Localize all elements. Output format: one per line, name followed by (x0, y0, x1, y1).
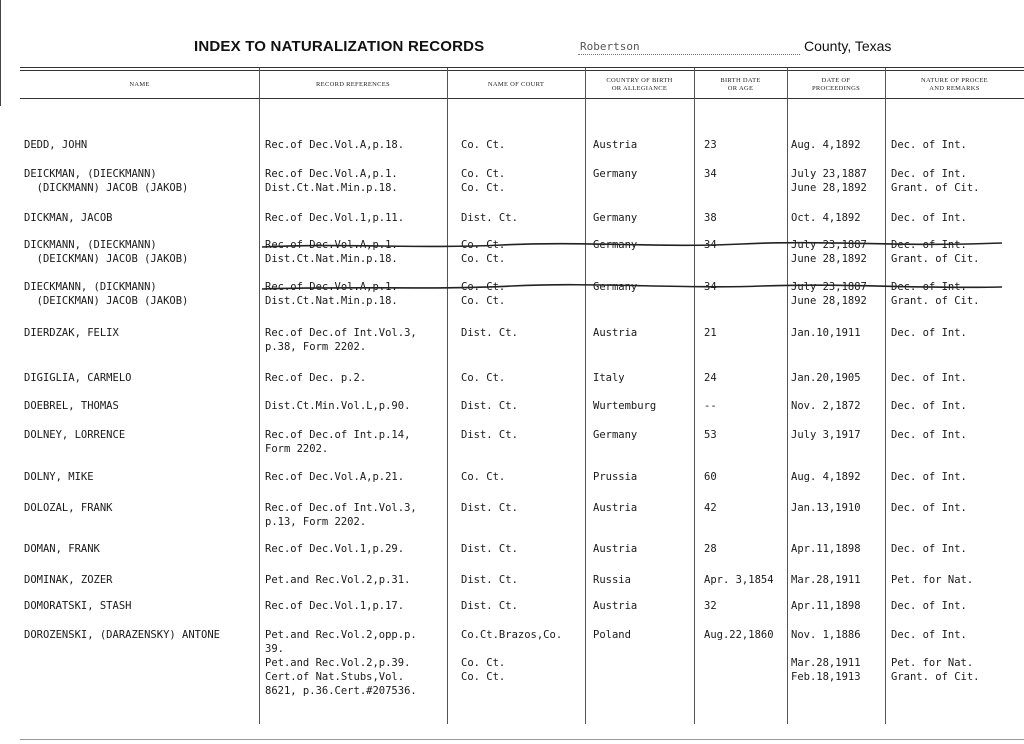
proceedings-nature: Dec. of Int. (891, 139, 967, 151)
proceedings-date: Jan.10,1911 (791, 327, 861, 339)
proceedings-date: Nov. 2,1872 (791, 400, 861, 412)
proceedings-date: Aug. 4,1892 (791, 139, 861, 151)
court-name: Dist. Ct. (461, 400, 518, 412)
proceedings-date: Oct. 4,1892 (791, 212, 861, 224)
birth-country: Poland (593, 629, 631, 641)
record-references: Rec.of Dec.Vol.A,p.1. Dist.Ct.Nat.Min.p.18. (265, 239, 398, 265)
record-references: Rec.of Dec.of Int.Vol.3, p.13, Form 2202. (265, 502, 417, 528)
proceedings-nature: Dec. of Int. (891, 600, 967, 612)
proceedings-date: July 23,1887 June 28,1892 (791, 168, 867, 194)
proceedings-date: July 23,1887 June 28,1892 (791, 239, 867, 265)
record-name: DEDD, JOHN (24, 139, 88, 151)
birth-date-or-age: 38 (704, 212, 717, 224)
column-header: BIRTH DATE OR AGE (720, 77, 761, 92)
bottom-rule (20, 739, 1024, 740)
proceedings-date: Jan.20,1905 (791, 372, 861, 384)
top-rule-inner (20, 70, 1024, 71)
county-name: Robertson (580, 40, 640, 53)
birth-country: Austria (593, 502, 638, 514)
birth-date-or-age: Aug.22,1860 (704, 629, 774, 641)
court-name: Co. Ct. (461, 139, 506, 151)
birth-country: Austria (593, 600, 638, 612)
court-name: Co. Ct. (461, 372, 506, 384)
record-references: Rec.of Dec.Vol.1,p.17. (265, 600, 405, 612)
birth-country: Italy (593, 372, 625, 384)
proceedings-nature: Dec. of Int. (891, 543, 967, 555)
proceedings-nature: Dec. of Int. (891, 429, 967, 441)
court-name: Co. Ct. Co. Ct. (461, 239, 506, 265)
column-header: COUNTRY OF BIRTH OR ALLEGIANCE (606, 77, 673, 92)
court-name: Dist. Ct. (461, 327, 518, 339)
birth-country: Germany (593, 168, 638, 180)
proceedings-nature: Pet. for Nat. (891, 574, 974, 586)
column-header: DATE OF PROCEEDINGS (811, 77, 861, 92)
record-references: Rec.of Dec. p.2. (265, 372, 367, 384)
proceedings-nature: Dec. of Int. (891, 327, 967, 339)
birth-date-or-age: 34 (704, 239, 717, 251)
proceedings-nature: Dec. of Int. (891, 372, 967, 384)
record-references: Pet.and Rec.Vol.2,opp.p. 39. Pet.and Rec.Vol.2,p.39. Cert.of Nat.Stubs,Vol. 8621, p.36.Cert.#207536. (265, 629, 417, 697)
record-references: Rec.of Dec.of Int.Vol.3, p.38, Form 2202. (265, 327, 417, 353)
column-header: NAME OF COURT (487, 81, 545, 88)
record-name: DOMORATSKI, STASH (24, 600, 132, 612)
birth-date-or-age: 60 (704, 471, 717, 483)
record-references: Pet.and Rec.Vol.2,p.31. (265, 574, 411, 586)
record-name: DOLOZAL, FRANK (24, 502, 113, 514)
proceedings-nature: Dec. of Int. (891, 502, 967, 514)
birth-country: Germany (593, 212, 638, 224)
birth-date-or-age: -- (704, 400, 717, 412)
proceedings-date: July 3,1917 (791, 429, 861, 441)
court-name: Dist. Ct. (461, 600, 518, 612)
birth-country: Prussia (593, 471, 638, 483)
record-name: DEICKMAN, (DIECKMANN) (DICKMANN) JACOB (JAKOB) (24, 168, 189, 194)
birth-country: Germany (593, 429, 638, 441)
birth-date-or-age: 34 (704, 281, 717, 293)
court-name: Dist. Ct. (461, 543, 518, 555)
record-references: Rec.of Dec.Vol.1,p.11. (265, 212, 405, 224)
proceedings-date: Jan.13,1910 (791, 502, 861, 514)
birth-country: Russia (593, 574, 631, 586)
record-name: DOROZENSKI, (DARAZENSKY) ANTONE (24, 629, 220, 641)
proceedings-nature: Dec. of Int. (891, 212, 967, 224)
proceedings-nature: Dec. of Int. Pet. for Nat. Grant. of Cit. (891, 629, 980, 683)
county-fill-line (578, 54, 800, 55)
record-references: Rec.of Dec.Vol.A,p.18. (265, 139, 405, 151)
record-name: DIERDZAK, FELIX (24, 327, 119, 339)
birth-date-or-age: 23 (704, 139, 717, 151)
proceedings-nature: Dec. of Int. Grant. of Cit. (891, 239, 980, 265)
county-suffix: County, Texas (804, 38, 892, 54)
record-name: DOLNEY, LORRENCE (24, 429, 126, 441)
column-divider (787, 68, 788, 724)
document-title: INDEX TO NATURALIZATION RECORDS (194, 38, 485, 55)
birth-country: Austria (593, 543, 638, 555)
court-name: Dist. Ct. (461, 574, 518, 586)
record-references: Rec.of Dec.Vol.A,p.21. (265, 471, 405, 483)
proceedings-nature: Dec. of Int. Grant. of Cit. (891, 168, 980, 194)
record-name: DOMINAK, ZOZER (24, 574, 113, 586)
court-name: Co. Ct. (461, 471, 506, 483)
birth-country: Germany (593, 281, 638, 293)
proceedings-date: Aug. 4,1892 (791, 471, 861, 483)
birth-date-or-age: Apr. 3,1854 (704, 574, 774, 586)
birth-date-or-age: 34 (704, 168, 717, 180)
birth-date-or-age: 32 (704, 600, 717, 612)
record-name: DIGIGLIA, CARMELO (24, 372, 132, 384)
proceedings-date: Mar.28,1911 (791, 574, 861, 586)
birth-date-or-age: 21 (704, 327, 717, 339)
court-name: Co. Ct. Co. Ct. (461, 281, 506, 307)
record-name: DOEBREL, THOMAS (24, 400, 119, 412)
record-references: Rec.of Dec.Vol.1,p.29. (265, 543, 405, 555)
court-name: Dist. Ct. (461, 502, 518, 514)
column-divider (259, 68, 260, 724)
strike-through-line-2 (262, 280, 1002, 290)
column-header: NAME (129, 81, 150, 88)
record-name: DICKMANN, (DIECKMANN) (DEICKMAN) JACOB (JAKOB) (24, 239, 189, 265)
proceedings-date: Nov. 1,1886 Mar.28,1911 Feb.18,1913 (791, 629, 861, 683)
birth-date-or-age: 28 (704, 543, 717, 555)
proceedings-date: July 23,1887 June 28,1892 (791, 281, 867, 307)
proceedings-nature: Dec. of Int. Grant. of Cit. (891, 281, 980, 307)
record-references: Rec.of Dec.of Int.p.14, Form 2202. (265, 429, 411, 455)
record-references: Rec.of Dec.Vol.A,p.1. Dist.Ct.Nat.Min.p.18. (265, 168, 398, 194)
column-header: RECORD REFERENCES (316, 81, 390, 88)
proceedings-nature: Dec. of Int. (891, 471, 967, 483)
birth-date-or-age: 53 (704, 429, 717, 441)
proceedings-nature: Dec. of Int. (891, 400, 967, 412)
court-name: Dist. Ct. (461, 212, 518, 224)
birth-country: Austria (593, 327, 638, 339)
birth-country: Austria (593, 139, 638, 151)
record-references: Dist.Ct.Min.Vol.L,p.90. (265, 400, 411, 412)
column-header: NATURE OF PROCEE AND REMARKS (921, 77, 988, 92)
column-divider (585, 68, 586, 724)
birth-date-or-age: 24 (704, 372, 717, 384)
column-divider (694, 68, 695, 724)
court-name: Dist. Ct. (461, 429, 518, 441)
column-divider (447, 68, 448, 724)
record-name: DIECKMANN, (DICKMANN) (DEICKMAN) JACOB (JAKOB) (24, 281, 189, 307)
header (0, 38, 1024, 60)
birth-country: Wurtemburg (593, 400, 657, 412)
record-name: DOMAN, FRANK (24, 543, 100, 555)
birth-country: Germany (593, 239, 638, 251)
column-divider (885, 68, 886, 724)
court-name: Co. Ct. Co. Ct. (461, 168, 506, 194)
strike-through-line-1 (262, 238, 1002, 248)
top-rule (20, 67, 1024, 68)
court-name: Co.Ct.Brazos,Co. Co. Ct. Co. Ct. (461, 629, 563, 683)
birth-date-or-age: 42 (704, 502, 717, 514)
proceedings-date: Apr.11,1898 (791, 543, 861, 555)
record-name: DICKMAN, JACOB (24, 212, 113, 224)
proceedings-date: Apr.11,1898 (791, 600, 861, 612)
record-name: DOLNY, MIKE (24, 471, 94, 483)
record-references: Rec.of Dec.Vol.A,p.1. Dist.Ct.Nat.Min.p.18. (265, 281, 398, 307)
